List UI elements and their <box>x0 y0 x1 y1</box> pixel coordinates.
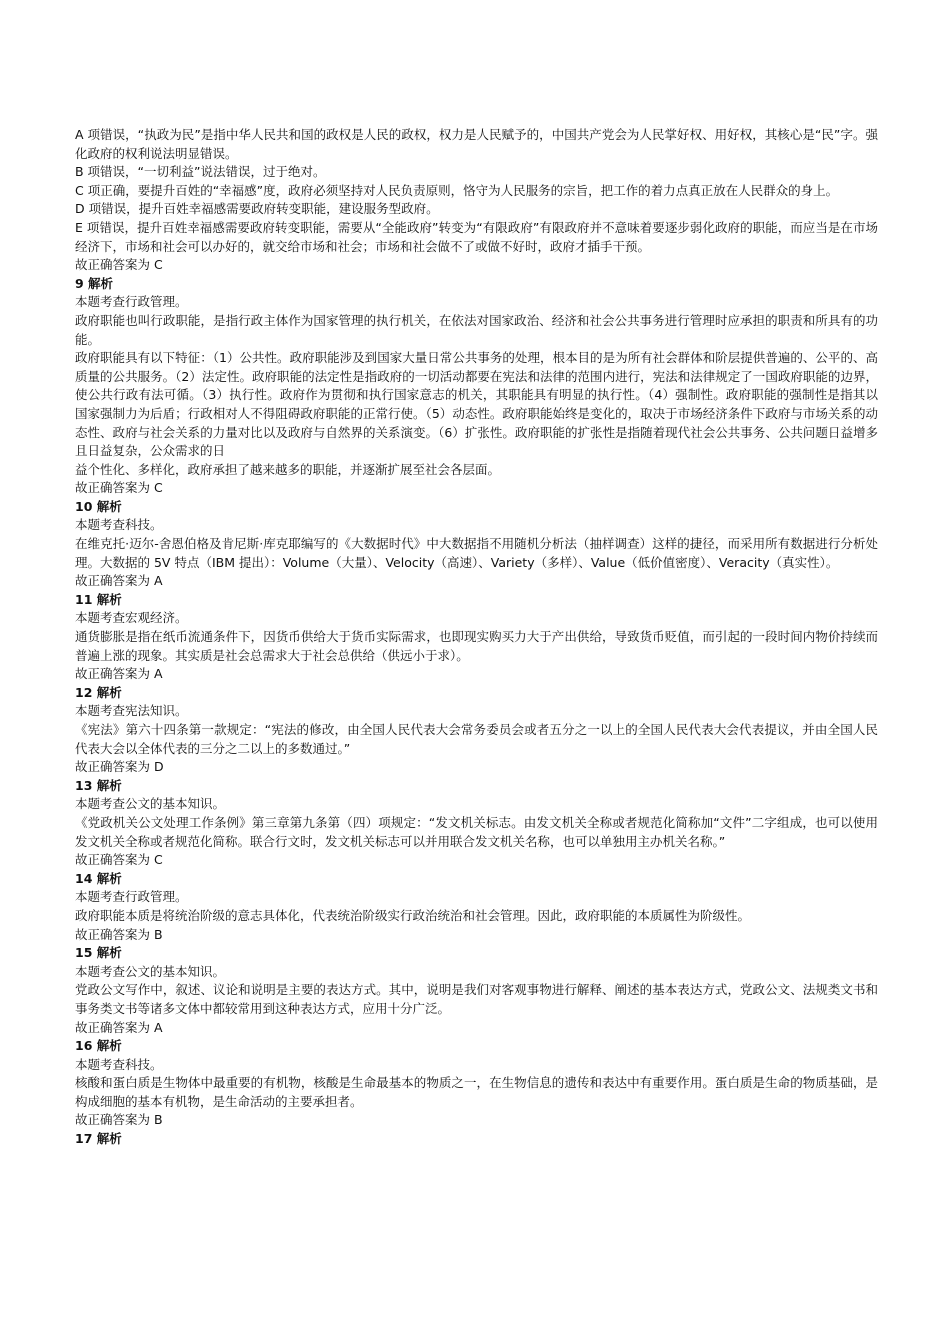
option-d-analysis: D 项错误，提升百姓幸福感需要政府转变职能，建设服务型政府。 <box>75 201 439 217</box>
answer-line: 故正确答案为 B <box>75 1112 163 1128</box>
paragraph: 政府职能也叫行政职能，是指行政主体作为国家管理的执行机关，在依法对国家政治、经济和社会公共事务进行管理时应承担的职责和所具有的功能。 <box>75 312 878 347</box>
document-page <box>75 126 878 1149</box>
section-heading-13: 13 解析 <box>75 777 122 793</box>
paragraph: 核酸和蛋白质是生物体中最重要的有机物，核酸是生命最基本的物质之一，在生物信息的遗传和表达中有重要作用。蛋白质是生命的物质基础，是构成细胞的基本有机物，是生命活动的主要承担者。 <box>75 1075 878 1109</box>
option-e-analysis: E 项错误，提升百姓幸福感需要政府转变职能，需要从“全能政府”转变为“有限政府”有限政府并不意味着要逐步弱化政府的职能，而应当是在市场经济下，市场和社会可以办好的，就交给市场和社会；市场和社会做不了或做不好时，政府才插手干预。 <box>75 219 878 254</box>
answer-line: 故正确答案为 A <box>75 666 163 682</box>
answer-line: 故正确答案为 C <box>75 257 163 273</box>
paragraph: 本题考查宏观经济。 <box>75 610 188 626</box>
answer-line: 故正确答案为 A <box>75 573 163 589</box>
paragraph: 本题考查公文的基本知识。 <box>75 796 226 812</box>
paragraph: 本题考查科技。 <box>75 517 163 533</box>
answer-line: 故正确答案为 C <box>75 852 163 868</box>
section-heading-11: 11 解析 <box>75 591 122 607</box>
paragraph: 本题考查科技。 <box>75 1056 163 1072</box>
answer-line: 故正确答案为 D <box>75 759 164 775</box>
option-c-analysis: C 项正确，要提升百姓的“幸福感”度，政府必须坚持对人民负责原则，恪守为人民服务的宗旨，把工作的着力点真正放在人民群众的身上。 <box>75 182 839 198</box>
paragraph: 《党政机关公文处理工作条例》第三章第九条第（四）项规定：“发文机关标志。由发文机关全称或者规范化简称加“文件”二字组成，也可以使用发文机关全称或者规范化简称。联合行文时，发文机关标志可以并用联合发文机关名称，也可以单独用主办机关名称。” <box>75 814 878 849</box>
section-heading-10: 10 解析 <box>75 498 122 514</box>
paragraph: 政府职能具有以下特征：（1）公共性。政府职能涉及到国家大量日常公共事务的处理，根本目的是为所有社会群体和阶层提供普遍的、公平的、高质量的公共服务。（2）法定性。政府职能的法定性是指政府的一切活动都要在宪法和法律的范围内进行，宪法和法律规定了一国政府职能的边界，使公共行政有法可循。（3）执行性。政府作为贯彻和执行国家意志的机关，其职能具有明显的执行性。（4）强制性。政府职能的强制性是指其以国家强制力为后盾；行政相对人不得阻碍政府职能的正常行使。（5）动态性。政府职能始终是变化的，取决于市场经济条件下政府与市场关系的动态性、政府与社会关系的力量对比以及政府与自然界的关系演变。（6）扩张性。政府职能的扩张性是指随着现代社会公共事务、公共问题日益增多且日益复杂，公众需求的日 <box>75 350 878 459</box>
section-heading-12: 12 解析 <box>75 684 122 700</box>
paragraph: 通货膨胀是指在纸币流通条件下，因货币供给大于货币实际需求，也即现实购买力大于产出供给，导致货币贬值，而引起的一段时间内物价持续而普遍上涨的现象。其实质是社会总需求大于社会总供给（供远小于求）。 <box>75 629 878 663</box>
option-b-analysis: B 项错误，“一切利益”说法错误，过于绝对。 <box>75 164 326 180</box>
answer-line: 故正确答案为 C <box>75 480 163 496</box>
paragraph: 在维克托·迈尔-舍恩伯格及肯尼斯·库克耶编写的《大数据时代》中大数据指不用随机分析法（抽样调查）这样的捷径，而采用所有数据进行分析处理。大数据的 5V 特点（IBM 提出）：Volume（大量）、Velocity（高速）、Variety（多样）、Value（低价值密度）、Veracity（真实性）。 <box>75 536 878 570</box>
answer-line: 故正确答案为 A <box>75 1019 163 1035</box>
section-heading-9: 9 解析 <box>75 275 114 291</box>
section-heading-17: 17 解析 <box>75 1131 122 1147</box>
paragraph: 《宪法》第六十四条第一款规定：“宪法的修改，由全国人民代表大会常务委员会或者五分之一以上的全国人民代表大会代表提议，并由全国人民代表大会以全体代表的三分之二以上的多数通过。” <box>75 722 878 756</box>
paragraph: 党政公文写作中，叙述、议论和说明是主要的表达方式。其中，说明是我们对客观事物进行解释、阐述的基本表达方式，党政公文、法规类文书和事务类文书等诸多文体中都较常用到这种表达方式，应用十分广泛。 <box>75 982 878 1016</box>
paragraph: 政府职能本质是将统治阶级的意志具体化，代表统治阶级实行政治统治和社会管理。因此，政府职能的本质属性为阶级性。 <box>75 907 751 923</box>
option-a-analysis: A 项错误，“执政为民”是指中华人民共和国的政权是人民的政权，权力是人民赋予的，中国共产党会为人民掌好权、用好权，其核心是“民”字。强化政府的权利说法明显错误。 <box>75 127 878 161</box>
answer-line: 故正确答案为 B <box>75 926 163 942</box>
paragraph: 本题考查宪法知识。 <box>75 703 188 719</box>
paragraph: 益个性化、多样化，政府承担了越来越多的职能，并逐渐扩展至社会各层面。 <box>75 461 501 477</box>
section-heading-14: 14 解析 <box>75 870 122 886</box>
section-heading-15: 15 解析 <box>75 945 122 961</box>
section-heading-16: 16 解析 <box>75 1038 122 1054</box>
paragraph: 本题考查行政管理。 <box>75 889 188 905</box>
paragraph: 本题考查公文的基本知识。 <box>75 963 226 979</box>
paragraph: 本题考查行政管理。 <box>75 294 188 310</box>
